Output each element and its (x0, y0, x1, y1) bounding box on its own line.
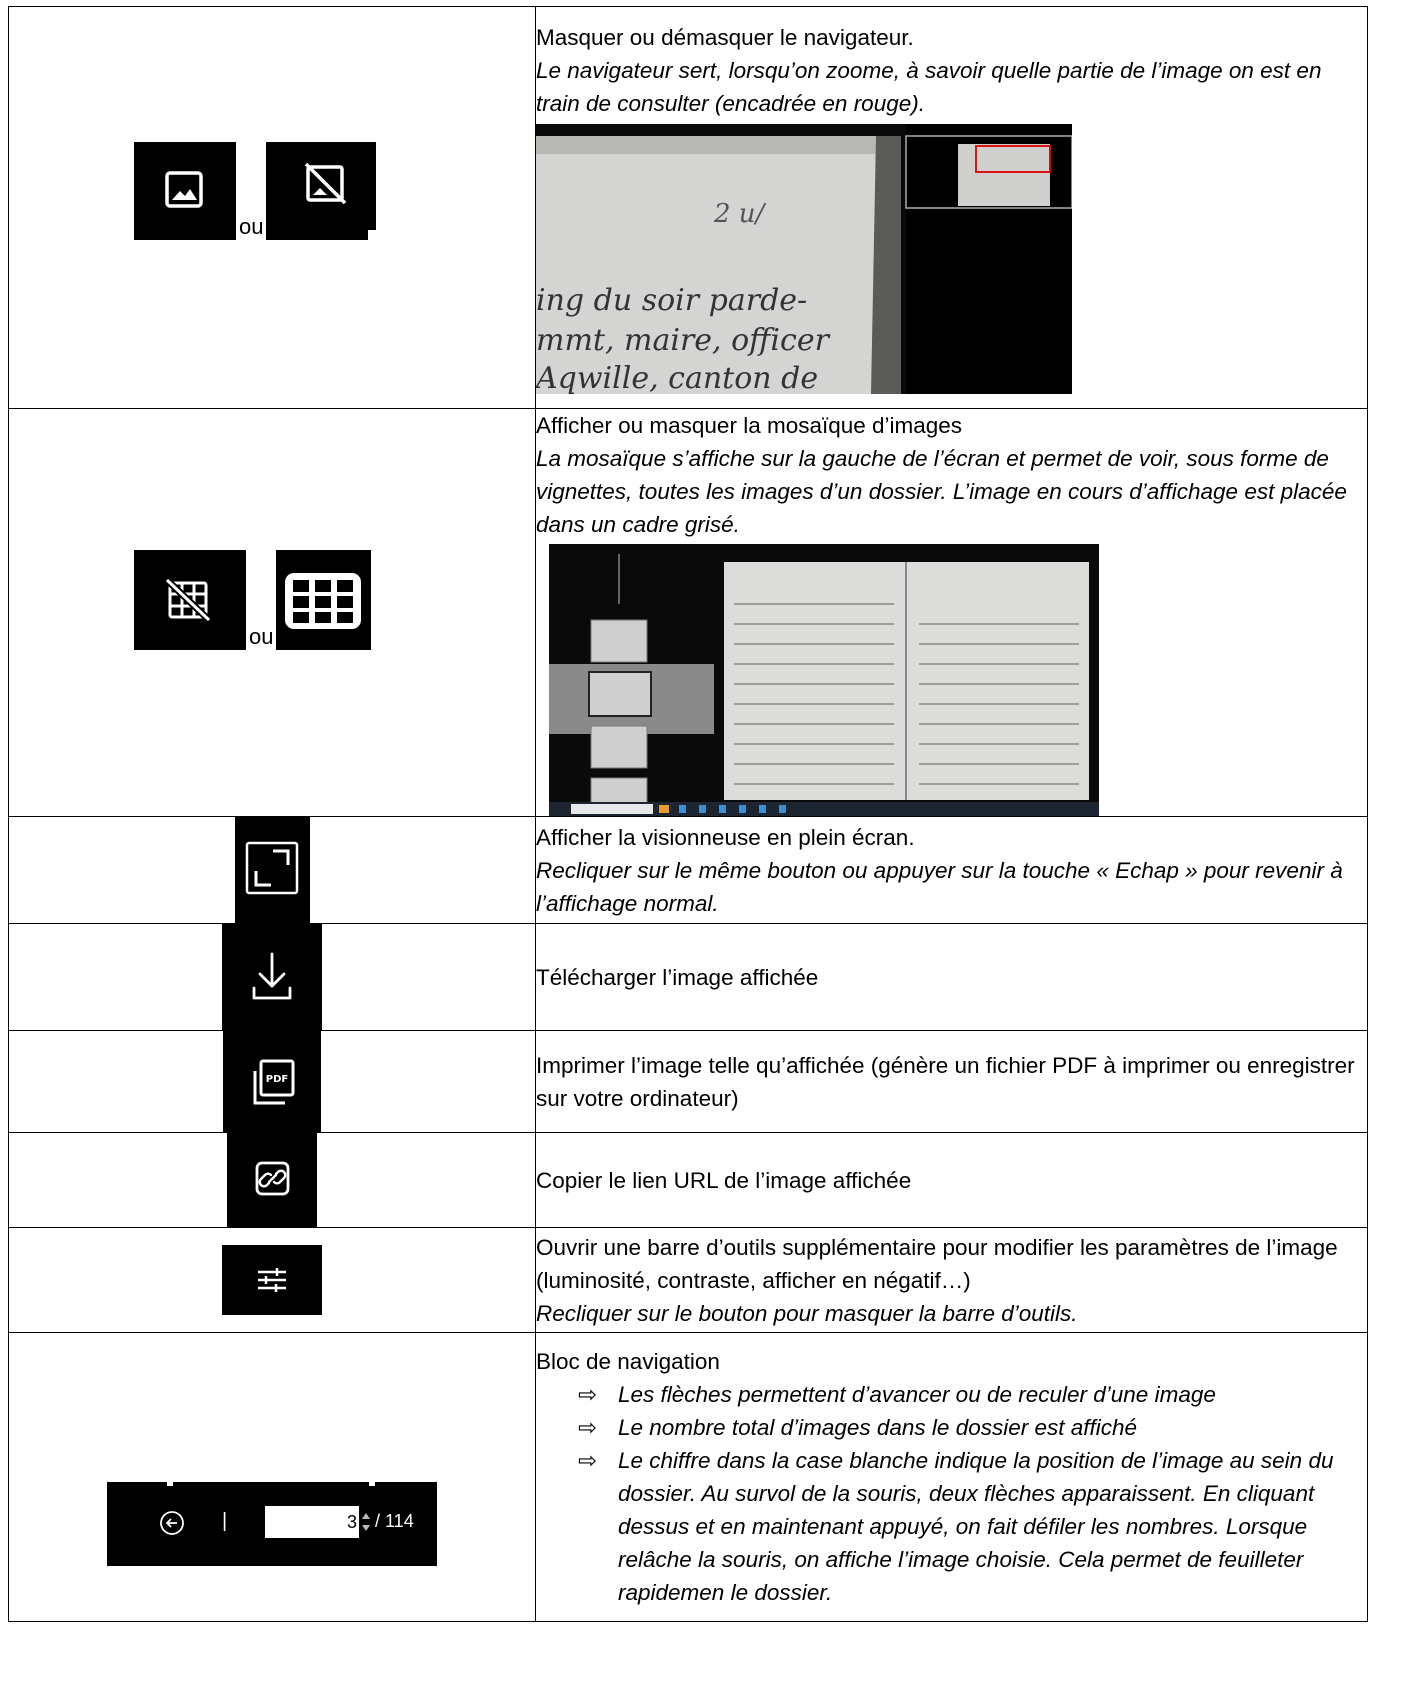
print-description (536, 1031, 1368, 1133)
row-navigator (9, 7, 1368, 409)
pdf-icon-cell (9, 1031, 536, 1133)
link-icon[interactable] (227, 1133, 317, 1227)
script-line-1: ing du soir parde- (536, 283, 808, 318)
fullscreen-description (536, 817, 1368, 924)
navigator-icons-cell (9, 7, 536, 409)
navigator-title: Masquer ou démasquer le navigateur. (536, 25, 914, 50)
row-mosaic (9, 409, 1368, 817)
grid-off-icon[interactable] (134, 550, 246, 650)
bullet-item: ⇨ Les flèches permettent d’avancer ou de reculer d’une image (578, 1378, 1367, 1411)
row-fullscreen (9, 817, 1368, 924)
navigator-screenshot (536, 124, 1072, 394)
download-title: Télécharger l’image affichée (536, 964, 819, 990)
row-print (9, 1031, 1368, 1133)
sliders-icon[interactable] (222, 1245, 322, 1315)
navbar-cell (9, 1333, 536, 1622)
navigation-bar (107, 1482, 437, 1566)
navigator-description (536, 7, 1368, 409)
mosaic-description (536, 409, 1368, 817)
download-icon-cell (9, 924, 536, 1031)
page-stepper-icon[interactable] (361, 1508, 371, 1536)
separator-left: | (222, 1509, 228, 1532)
link-description (536, 1133, 1368, 1228)
navigator-note: Le navigateur sert, lorsqu’on zoome, à savoir quelle partie de l’image on est en train de consulter (encadrée en rouge). (536, 58, 1322, 116)
link-icon-cell (9, 1133, 536, 1228)
separator-or: ou (239, 214, 264, 239)
row-download (9, 924, 1368, 1031)
separator-or: ou (249, 624, 274, 649)
mosaic-screenshot (549, 544, 1099, 816)
download-icon[interactable] (222, 924, 322, 1030)
pdf-label: PDF (265, 1074, 289, 1085)
help-table (8, 6, 1368, 1622)
print-title: Imprimer l’image telle qu’affichée (génère un fichier PDF à imprimer ou enregistrer sur votre ordinateur) (536, 1052, 1355, 1111)
navigation-title: Bloc de navigation (536, 1349, 720, 1374)
image-off-icon[interactable] (266, 142, 376, 240)
mosaic-icons-cell (9, 409, 536, 817)
row-settings (9, 1228, 1368, 1333)
grid-icon[interactable] (276, 550, 371, 650)
page-input[interactable] (265, 1506, 359, 1538)
bullet-item: ⇨ Le nombre total d’images dans le dossier est affiché (578, 1411, 1367, 1444)
fullscreen-icon-cell (9, 817, 536, 924)
sliders-icon-cell (9, 1228, 536, 1333)
page-total: / 114 (375, 1510, 414, 1531)
script-line-2: mmt, maire, officer (536, 323, 829, 358)
navigation-description (536, 1333, 1368, 1622)
mosaic-note: La mosaïque s’affiche sur la gauche de l’écran et permet de voir, sous forme de vignettes, toutes les images d’un dossier. L’image en cours d’affichage est placée dans un cadre grisé. (536, 446, 1347, 537)
bullet-item: ⇨ Le chiffre dans la case blanche indique la position de l’image au sein du dossier. Au survol de la souris, deux flèches apparaissent. En cliquant dessus et en maintenant appuyé, on fait défiler les nombres. Lorsque relâche la souris, on affiche l’image choisie. Cela permet de feuilleter rapidemen le dossier. (578, 1444, 1367, 1609)
previous-arrow-icon[interactable] (159, 1510, 185, 1536)
page-input-value: 3 (346, 1511, 357, 1532)
fullscreen-icon[interactable] (235, 817, 310, 923)
settings-description (536, 1228, 1368, 1333)
navigation-bullets (536, 1378, 1367, 1609)
fullscreen-note: Recliquer sur le même bouton ou appuyer sur la touche « Echap » pour revenir à l’affichage normal. (536, 857, 1343, 916)
svg-text:2 u/: 2 u/ (714, 199, 765, 229)
settings-note: Recliquer sur le bouton pour masquer la barre d’outils. (536, 1300, 1078, 1326)
row-navigation (9, 1333, 1368, 1622)
download-description (536, 924, 1368, 1031)
settings-title: Ouvrir une barre d’outils supplémentaire pour modifier les paramètres de l’image (luminosité, contraste, afficher en négatif…) (536, 1234, 1338, 1293)
link-title: Copier le lien URL de l’image affichée (536, 1167, 912, 1193)
pdf-icon[interactable] (223, 1031, 321, 1132)
script-line-3: Aqwille, canton de (536, 361, 819, 394)
image-icon[interactable] (134, 142, 236, 240)
fullscreen-title: Afficher la visionneuse en plein écran. (536, 824, 915, 850)
row-link (9, 1133, 1368, 1228)
mosaic-title: Afficher ou masquer la mosaïque d’images (536, 413, 963, 438)
